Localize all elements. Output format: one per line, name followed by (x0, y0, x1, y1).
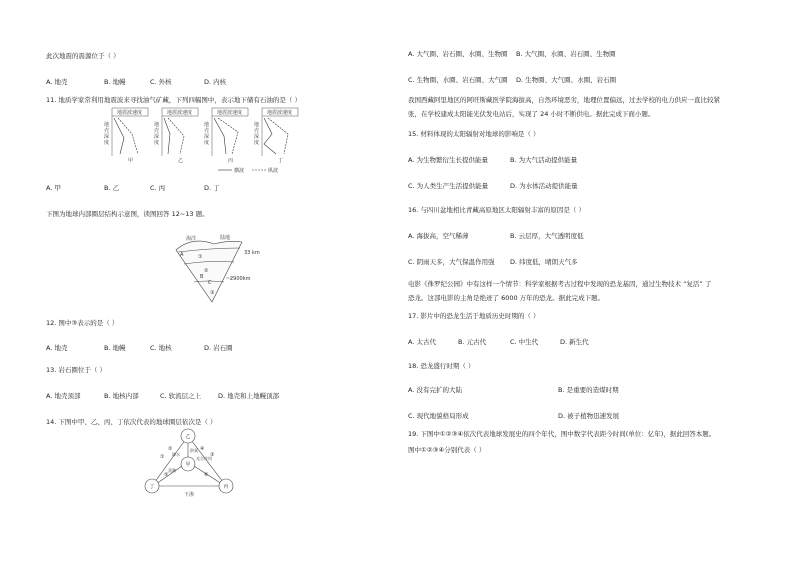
svg-text:度: 度 (154, 140, 160, 146)
q15-option-c[interactable]: C. 为人类生产生活提供能量 (408, 182, 489, 190)
q10-option-b[interactable]: B. 地幔 (104, 78, 126, 86)
q11-panel-ding (254, 108, 298, 164)
q13-stem: 13. 岩石圈位于（ ） (46, 366, 106, 374)
fig14-n4: ④ (200, 446, 205, 452)
fig14-n2: ② (168, 446, 173, 452)
q12-option-a[interactable]: A. 地壳 (46, 344, 68, 352)
q10-option-a[interactable]: A. 地壳 (46, 78, 68, 86)
fig12-n1: ① (198, 254, 203, 260)
q14-option-a[interactable]: A. 大气圈、岩石圈、水圈、生物圈 (408, 50, 508, 58)
fig14-xiashen: 下渗 (184, 492, 195, 498)
svg-text:壳: 壳 (254, 128, 260, 134)
fig12-a-label: A (180, 252, 184, 258)
q18-option-b[interactable]: B. 是重要的造煤时期 (558, 386, 619, 394)
q11-option-b[interactable]: B. 乙 (104, 184, 120, 192)
q16-stem: 16. 与四川盆地相比青藏高原地区太阳辐射丰富的原因是（ ） (408, 206, 585, 214)
q15-option-d[interactable]: D. 为水体活动提供能量 (510, 182, 578, 190)
fig12-ocean-label: 海洋 (186, 236, 197, 242)
q12-option-d[interactable]: D. 岩石圈 (204, 344, 233, 352)
q11-panel-label-yi: 乙 (178, 158, 184, 164)
svg-text:地震波速度: 地震波速度 (267, 110, 293, 116)
fig14-bing: 丙 (223, 484, 229, 490)
svg-text:深: 深 (104, 134, 110, 140)
svg-text:壳: 壳 (204, 128, 210, 134)
q14-option-c[interactable]: C. 生物圈、水圈、岩石圈、大气圈 (408, 76, 508, 84)
q11-panel-jia (104, 108, 148, 164)
q19-stem-line2: 图中①②③④分别代表（ ） (408, 446, 486, 454)
q13-option-d[interactable]: D. 地壳和上地幔顶部 (218, 392, 280, 400)
fig14-n5: ⑤ (164, 472, 169, 478)
fig14-yi: 乙 (185, 434, 191, 440)
svg-text:地: 地 (154, 122, 160, 128)
q14-stem: 14. 下图中甲、乙、丙、丁依次代表的地球圈层依次是（ ） (46, 418, 217, 426)
fig14-gongyang: 供氧 (190, 448, 198, 453)
q14-option-d[interactable]: D. 生物圈、大气圈、水圈、岩石圈 (516, 76, 617, 84)
q12-option-c[interactable]: C. 地核 (150, 344, 172, 352)
svg-text:地震波速度: 地震波速度 (167, 110, 193, 116)
intro-17-18-line2: 恐龙。这部电影的主角是绝迹了 6000 万年的恐龙。据此完成下题。 (408, 294, 605, 302)
fig12-land-label: 陆地 (220, 235, 231, 241)
svg-text:地: 地 (104, 122, 110, 128)
q14-figure (138, 426, 248, 498)
q10-option-c[interactable]: C. 外核 (150, 78, 172, 86)
q16-option-b[interactable]: B. 云层厚，大气透明度低 (510, 232, 584, 240)
q11-option-d[interactable]: D. 丁 (204, 184, 220, 192)
q11-option-a[interactable]: A. 甲 (46, 184, 61, 192)
q17-option-a[interactable]: A. 太古代 (408, 338, 436, 346)
svg-text:深: 深 (204, 134, 210, 140)
fig14-guanghe: 光合作用 (196, 456, 212, 461)
q15-stem: 15. 材料体现的太阳辐射对地球的影响是（ ） (408, 130, 540, 138)
q11-box-title: 地震波速度 (117, 110, 143, 116)
q14-option-b[interactable]: B. 大气圈、水圈、岩石圈、生物圈 (516, 50, 616, 58)
q17-option-c[interactable]: C. 中生代 (510, 338, 539, 346)
svg-text:深: 深 (254, 134, 260, 140)
svg-text:地: 地 (204, 122, 210, 128)
q10-option-d[interactable]: D. 内核 (204, 78, 227, 86)
fig14-zhengteng: 蒸腾 (168, 468, 176, 473)
q18-option-c[interactable]: C. 现代地貌格局形成 (408, 412, 469, 420)
intro-12-13: 下图为地球内部圈层结构示意图，读图回答 12~13 题。 (46, 210, 209, 218)
q17-option-b[interactable]: B. 元古代 (458, 338, 487, 346)
svg-text:度: 度 (254, 140, 260, 146)
q16-option-d[interactable]: D. 纬度低，晴朗天气多 (510, 258, 578, 266)
q12-stem: 12. 图中③表示的是（ ） (46, 319, 119, 327)
q13-option-a[interactable]: A. 地壳顶部 (46, 392, 81, 400)
q18-stem: 18. 恐龙盛行时期（ ） (408, 362, 475, 370)
q16-option-c[interactable]: C. 阴雨天多，大气保温作用强 (408, 258, 495, 266)
svg-text:壳: 壳 (104, 128, 110, 134)
svg-text:地震波速度: 地震波速度 (217, 110, 243, 116)
svg-text:度: 度 (204, 140, 210, 146)
q11-figure (100, 104, 300, 176)
svg-text:地: 地 (254, 122, 260, 128)
fig14-n3: ③ (210, 452, 215, 458)
q11-panel-label-ding: 丁 (278, 158, 284, 164)
q11-panel-label-jia: 甲 (128, 158, 134, 164)
fig14-ding: 丁 (149, 484, 155, 490)
intro-15-16-line1: 我国西藏阿里地区的阿旺斯藏医学院海拔高，自然环境恶劣，地理位置偏远，过去学校的电力供应一直比较紧 (408, 96, 720, 104)
q11-legend-h: 横波 (234, 168, 245, 174)
q10-stem: 此次地震的震源位于（ ） (46, 52, 120, 60)
fig12-b-label: B (200, 274, 204, 280)
svg-text:度: 度 (104, 140, 110, 146)
fig14-n1: ① (160, 454, 165, 460)
q12-figure (164, 232, 274, 306)
fig12-c-label: C (208, 280, 212, 286)
fig12-depth2: 2900km (230, 276, 251, 282)
q13-option-c[interactable]: C. 软流层之上 (160, 392, 202, 400)
q11-panel-label-bing: 丙 (228, 158, 234, 164)
fig12-n3: ③ (210, 290, 215, 296)
q11-stem: 11. 地质学家常利用地震波来寻找油气矿藏，下列四幅图中，表示地下储有石油的是（ ） (46, 96, 301, 104)
q11-panel-bing (204, 108, 248, 164)
q16-option-a[interactable]: A. 海拔高，空气稀薄 (408, 232, 469, 240)
intro-17-18-line1: 电影《侏罗纪公园》中有这样一个情节：科学家根据考古过程中发现的恐龙基因，通过生物技术 “复活” 了 (408, 280, 712, 288)
q19-stem-line1: 19. 下图中①②③④依次代表地球发展史的四个年代，图中数字代表距今时间(单位：亿年)，据此回答本题。 (408, 430, 716, 438)
q13-option-b[interactable]: B. 地核内部 (104, 392, 139, 400)
fig14-n6: ⑥ (204, 472, 209, 478)
q15-option-a[interactable]: A. 为生物繁衍生长提供能量 (408, 156, 488, 164)
q11-option-c[interactable]: C. 丙 (150, 184, 166, 192)
svg-text:深: 深 (154, 134, 160, 140)
q11-panel-yi (154, 108, 198, 164)
q17-option-d[interactable]: D. 新生代 (560, 338, 589, 346)
svg-text:壳: 壳 (154, 128, 160, 134)
q18-option-a[interactable]: A. 没有完扩的大陆 (408, 386, 462, 394)
q12-option-b[interactable]: B. 地幔 (104, 344, 126, 352)
intro-15-16-line2: 张，在学校建成太阳能光伏发电站后，实现了 24 小时不断供电。据此完成下面小题。 (408, 110, 655, 118)
fig12-depth1: 33 km (244, 250, 260, 256)
fig14-jiangshui: 降水 (172, 452, 180, 457)
fig14-jia: 甲 (185, 462, 191, 468)
fig12-n2: ② (204, 268, 209, 274)
q11-legend-v: 纵波 (268, 168, 279, 174)
q17-stem: 17. 影片中的恐龙生活于地质历史时期的（ ） (408, 312, 540, 320)
q15-option-b[interactable]: B. 为大气活动提供能量 (510, 156, 578, 164)
q18-option-d[interactable]: D. 被子植物迅速发展 (558, 412, 620, 420)
